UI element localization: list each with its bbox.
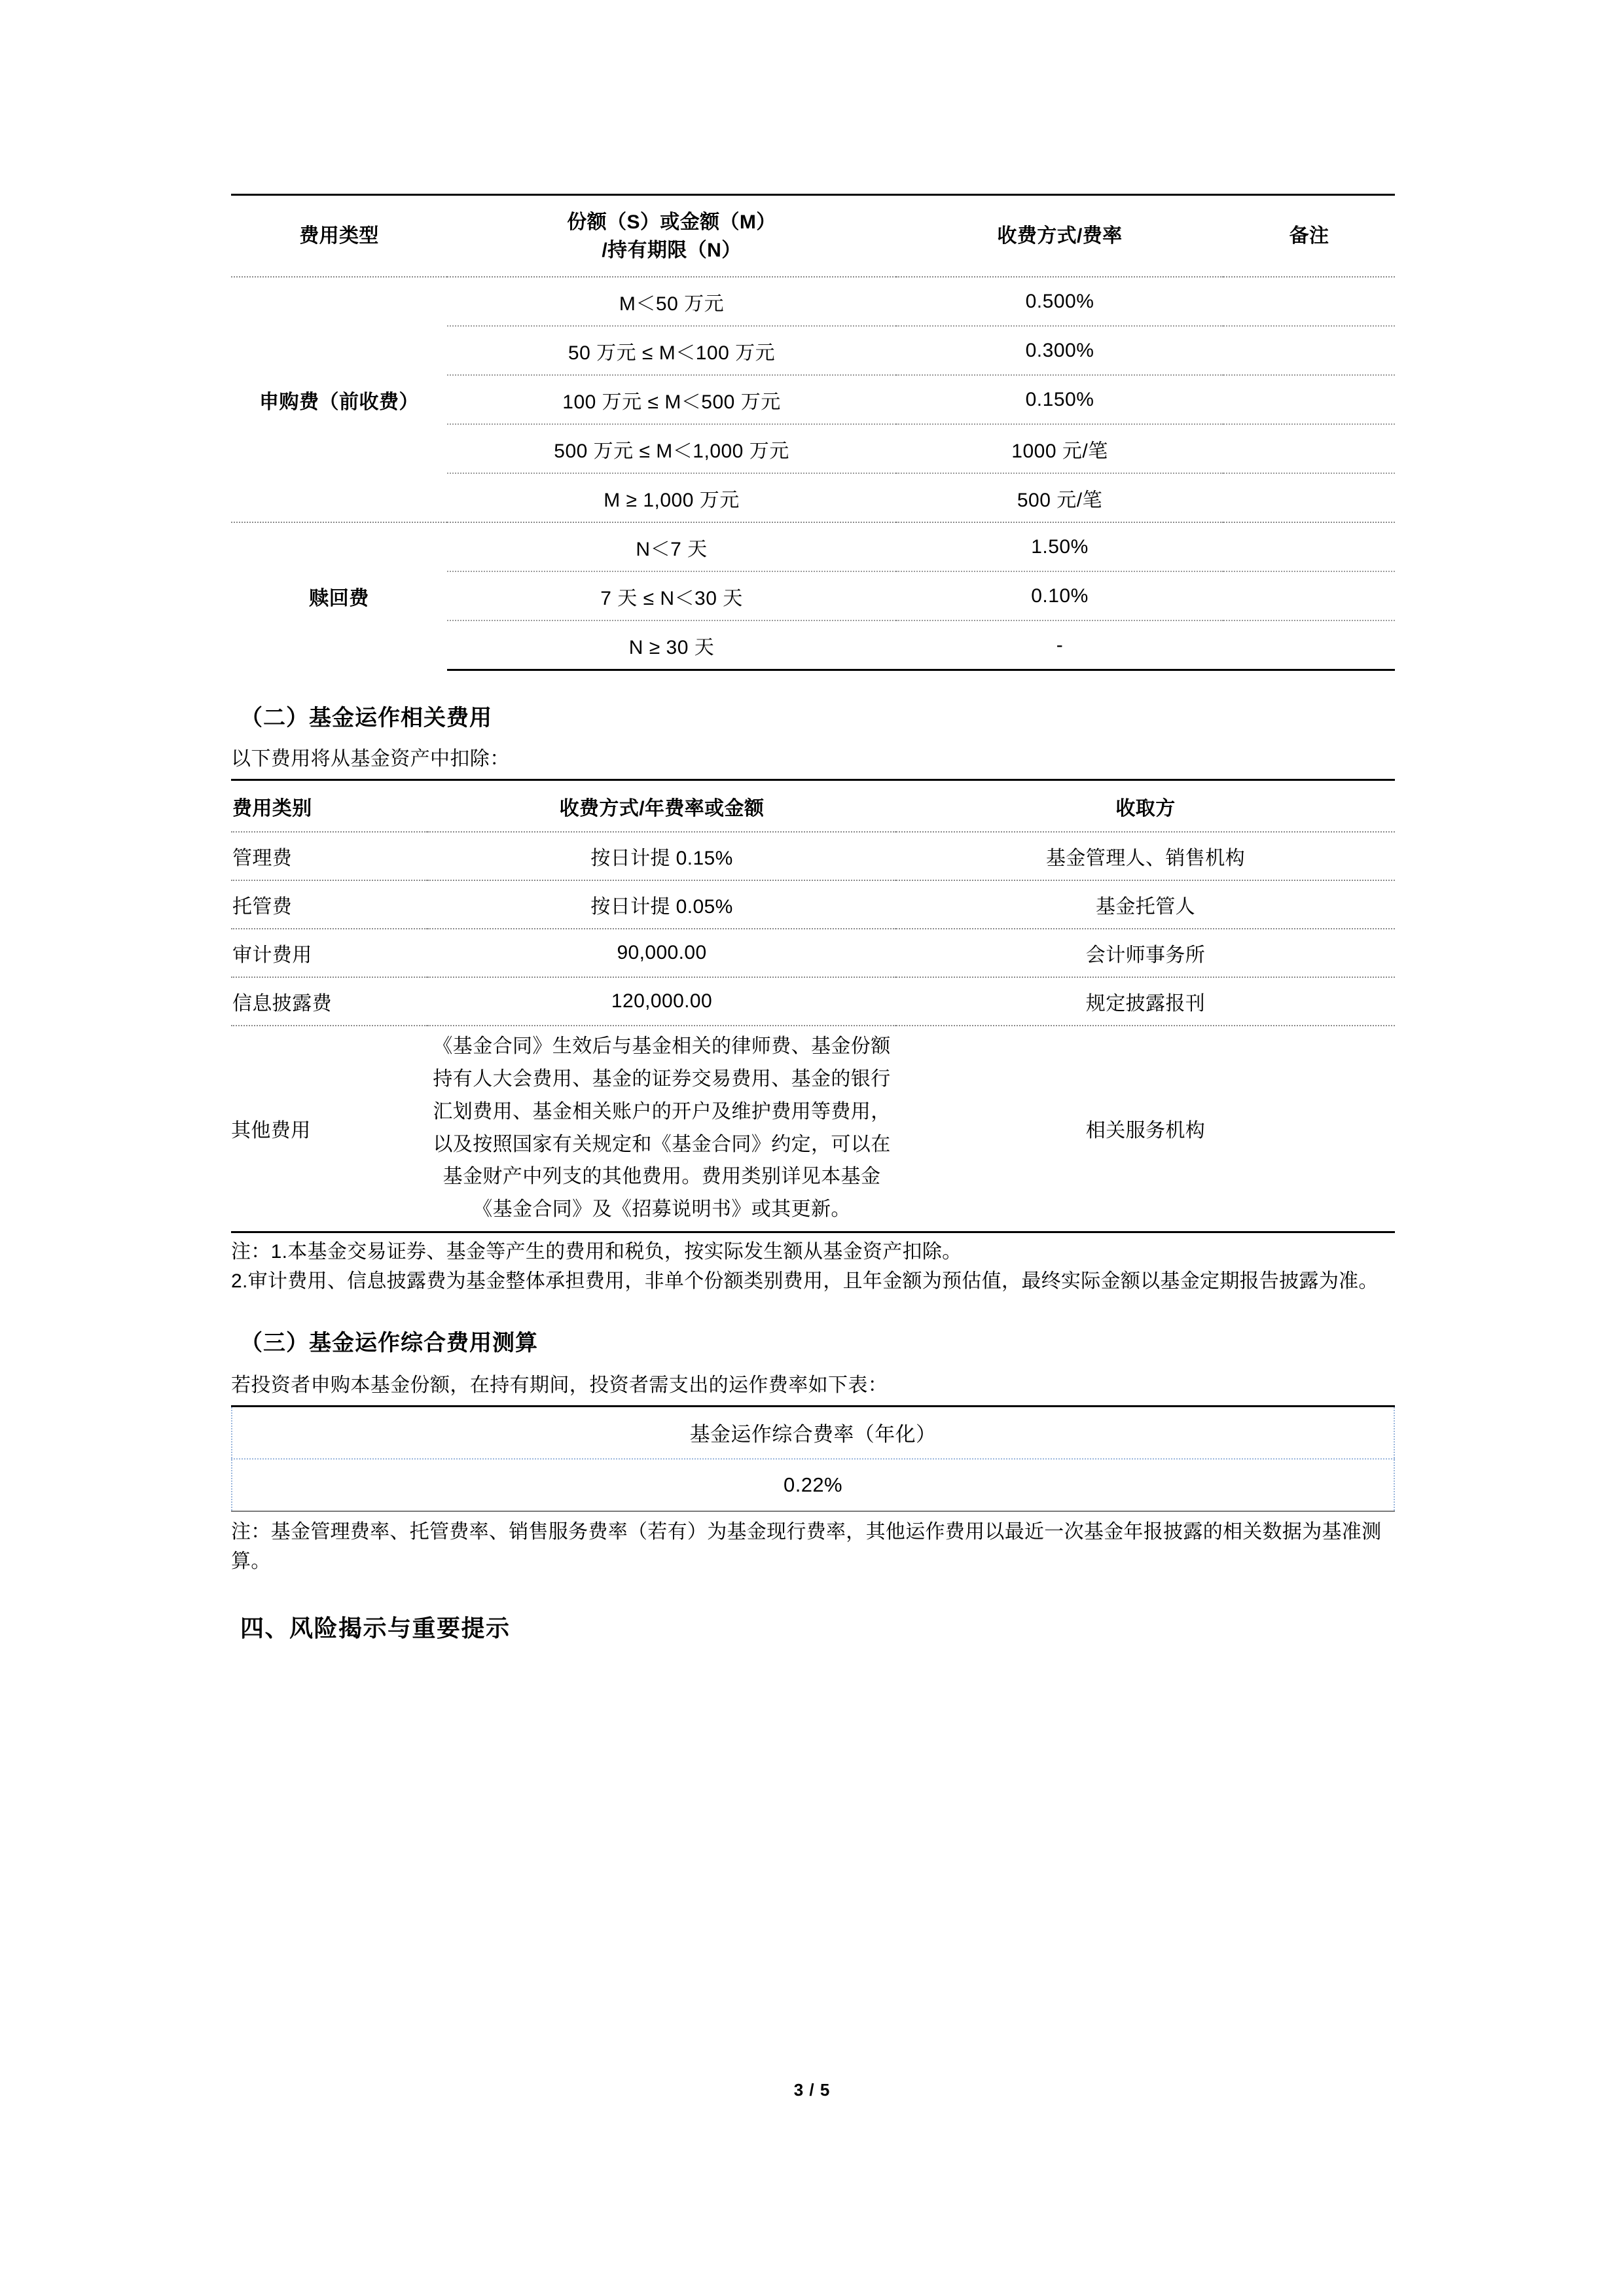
cell-rate: - — [896, 620, 1223, 670]
section-three-lead: 若投资者申购本基金份额，在持有期间，投资者需支出的运作费率如下表： — [231, 1374, 888, 1396]
cell-note — [1223, 375, 1395, 424]
group-label-redemption: 赎回费 — [231, 522, 447, 670]
cell-recipient: 规定披露报刊 — [896, 977, 1395, 1026]
cell-note — [1223, 326, 1395, 375]
table-header-row — [231, 195, 1395, 278]
cell-comprehensive-rate-value: 0.22% — [232, 1459, 1394, 1511]
cell-note — [1223, 424, 1395, 473]
cell-recipient: 会计师事务所 — [896, 929, 1395, 977]
cell-rate: 1.50% — [896, 522, 1223, 571]
cell-note — [1223, 522, 1395, 571]
fee-schedule-table — [231, 194, 1395, 671]
page-footer — [0, 2080, 1624, 2100]
cell-range: 7 天 ≤ N＜30 天 — [447, 571, 896, 620]
table-header-row — [231, 780, 1395, 833]
cell-rate: 0.300% — [896, 326, 1223, 375]
cell-category: 其他费用 — [231, 1026, 427, 1232]
cell-other-fee-description: 《基金合同》生效后与基金相关的律师费、基金份额持有人大会费用、基金的证券交易费用、基金的银行汇划费用、基金相关账户的开户及维护费用等费用，以及按照国家有关规定和《基金合同》约定，可以在基金财产中列支的其他费用。费用类别详见本基金《基金合同》及《招募说明书》或其更新。 — [427, 1026, 896, 1232]
cell-note — [1223, 473, 1395, 522]
cell-recipient: 基金托管人 — [896, 880, 1395, 929]
cell-range: M ≥ 1,000 万元 — [447, 473, 896, 522]
header-fee-category: 费用类别 — [231, 780, 427, 833]
header-fee-recipient: 收取方 — [896, 780, 1395, 833]
section-three-notes — [231, 1517, 1395, 1576]
section-four-heading: 四、风险揭示与重要提示 — [240, 1614, 511, 1641]
page-number: 3 / 5 — [793, 2080, 831, 2100]
page-content — [231, 0, 1395, 1643]
cell-note — [1223, 620, 1395, 670]
cell-rate: 0.150% — [896, 375, 1223, 424]
section-three-heading: （三）基金运作综合费用测算 — [240, 1330, 538, 1355]
table-row — [231, 832, 1395, 880]
note-line-1: 注：1.本基金交易证券、基金等产生的费用和税负，按实际发生额从基金资产扣除。 — [231, 1240, 962, 1263]
cell-range: N＜7 天 — [447, 522, 896, 571]
cell-category: 管理费 — [231, 832, 427, 880]
header-amount-range — [447, 195, 896, 278]
header-fee-type: 费用类型 — [231, 195, 447, 278]
cell-range: 500 万元 ≤ M＜1,000 万元 — [447, 424, 896, 473]
section-two-notes — [231, 1237, 1395, 1296]
cell-method: 按日计提 0.15% — [427, 832, 896, 880]
cell-note — [1223, 277, 1395, 326]
cell-method: 按日计提 0.05% — [427, 880, 896, 929]
table-row — [231, 880, 1395, 929]
operating-fee-table-head — [231, 780, 1395, 833]
cell-note — [1223, 571, 1395, 620]
table-row-other-fees — [231, 1026, 1395, 1232]
cell-range: 100 万元 ≤ M＜500 万元 — [447, 375, 896, 424]
cell-rate: 0.500% — [1025, 290, 1094, 312]
table-row — [231, 277, 1395, 326]
note-line-2: 2.审计费用、信息披露费为基金整体承担费用，非单个份额类别费用，且年金额为预估值，最终实际金额以基金定期报告披露为准。 — [231, 1270, 1379, 1292]
cell-range: 50 万元 ≤ M＜100 万元 — [447, 326, 896, 375]
section-two-lead: 以下费用将从基金资产中扣除： — [231, 748, 510, 770]
cell-range: N ≥ 30 天 — [447, 620, 896, 670]
operating-fee-table-body — [231, 832, 1395, 1232]
operating-fee-table — [231, 779, 1395, 1233]
cell-category: 托管费 — [231, 880, 427, 929]
cell-recipient: 相关服务机构 — [896, 1026, 1395, 1232]
table-row — [232, 1459, 1394, 1511]
cell-category: 信息披露费 — [231, 977, 427, 1026]
table-row — [231, 977, 1395, 1026]
cell-rate: 1000 元/笔 — [896, 424, 1223, 473]
cell-category: 审计费用 — [231, 929, 427, 977]
cell-rate: 500 元/笔 — [896, 473, 1223, 522]
header-amount-range-line1: 份额（S）或金额（M） — [567, 211, 776, 233]
header-note: 备注 — [1223, 195, 1395, 278]
cell-rate: 0.10% — [896, 571, 1223, 620]
fee-schedule-table-head — [231, 195, 1395, 278]
section-two-heading: （二）基金运作相关费用 — [240, 706, 492, 731]
note-line-3: 注：基金管理费率、托管费率、销售服务费率（若有）为基金现行费率，其他运作费用以最近一次基金年报披露的相关数据为基准测算。 — [231, 1520, 1382, 1572]
comprehensive-rate-table — [231, 1405, 1395, 1512]
group-label-subscription: 申购费（前收费） — [259, 391, 419, 413]
cell-method: 120,000.00 — [427, 977, 896, 1026]
header-fee-method: 收费方式/年费率或金额 — [427, 780, 896, 833]
table-row — [231, 522, 1395, 571]
header-rate: 收费方式/费率 — [896, 195, 1223, 278]
header-comprehensive-rate: 基金运作综合费率（年化） — [232, 1406, 1394, 1459]
table-row — [231, 929, 1395, 977]
table-header-row — [232, 1406, 1394, 1459]
header-amount-range-line2: /持有期限（N） — [602, 239, 742, 261]
cell-method: 90,000.00 — [427, 929, 896, 977]
fee-schedule-table-body — [231, 277, 1395, 670]
cell-range: M＜50 万元 — [619, 293, 725, 315]
cell-recipient: 基金管理人、销售机构 — [896, 832, 1395, 880]
comprehensive-rate-table-body — [232, 1406, 1394, 1511]
